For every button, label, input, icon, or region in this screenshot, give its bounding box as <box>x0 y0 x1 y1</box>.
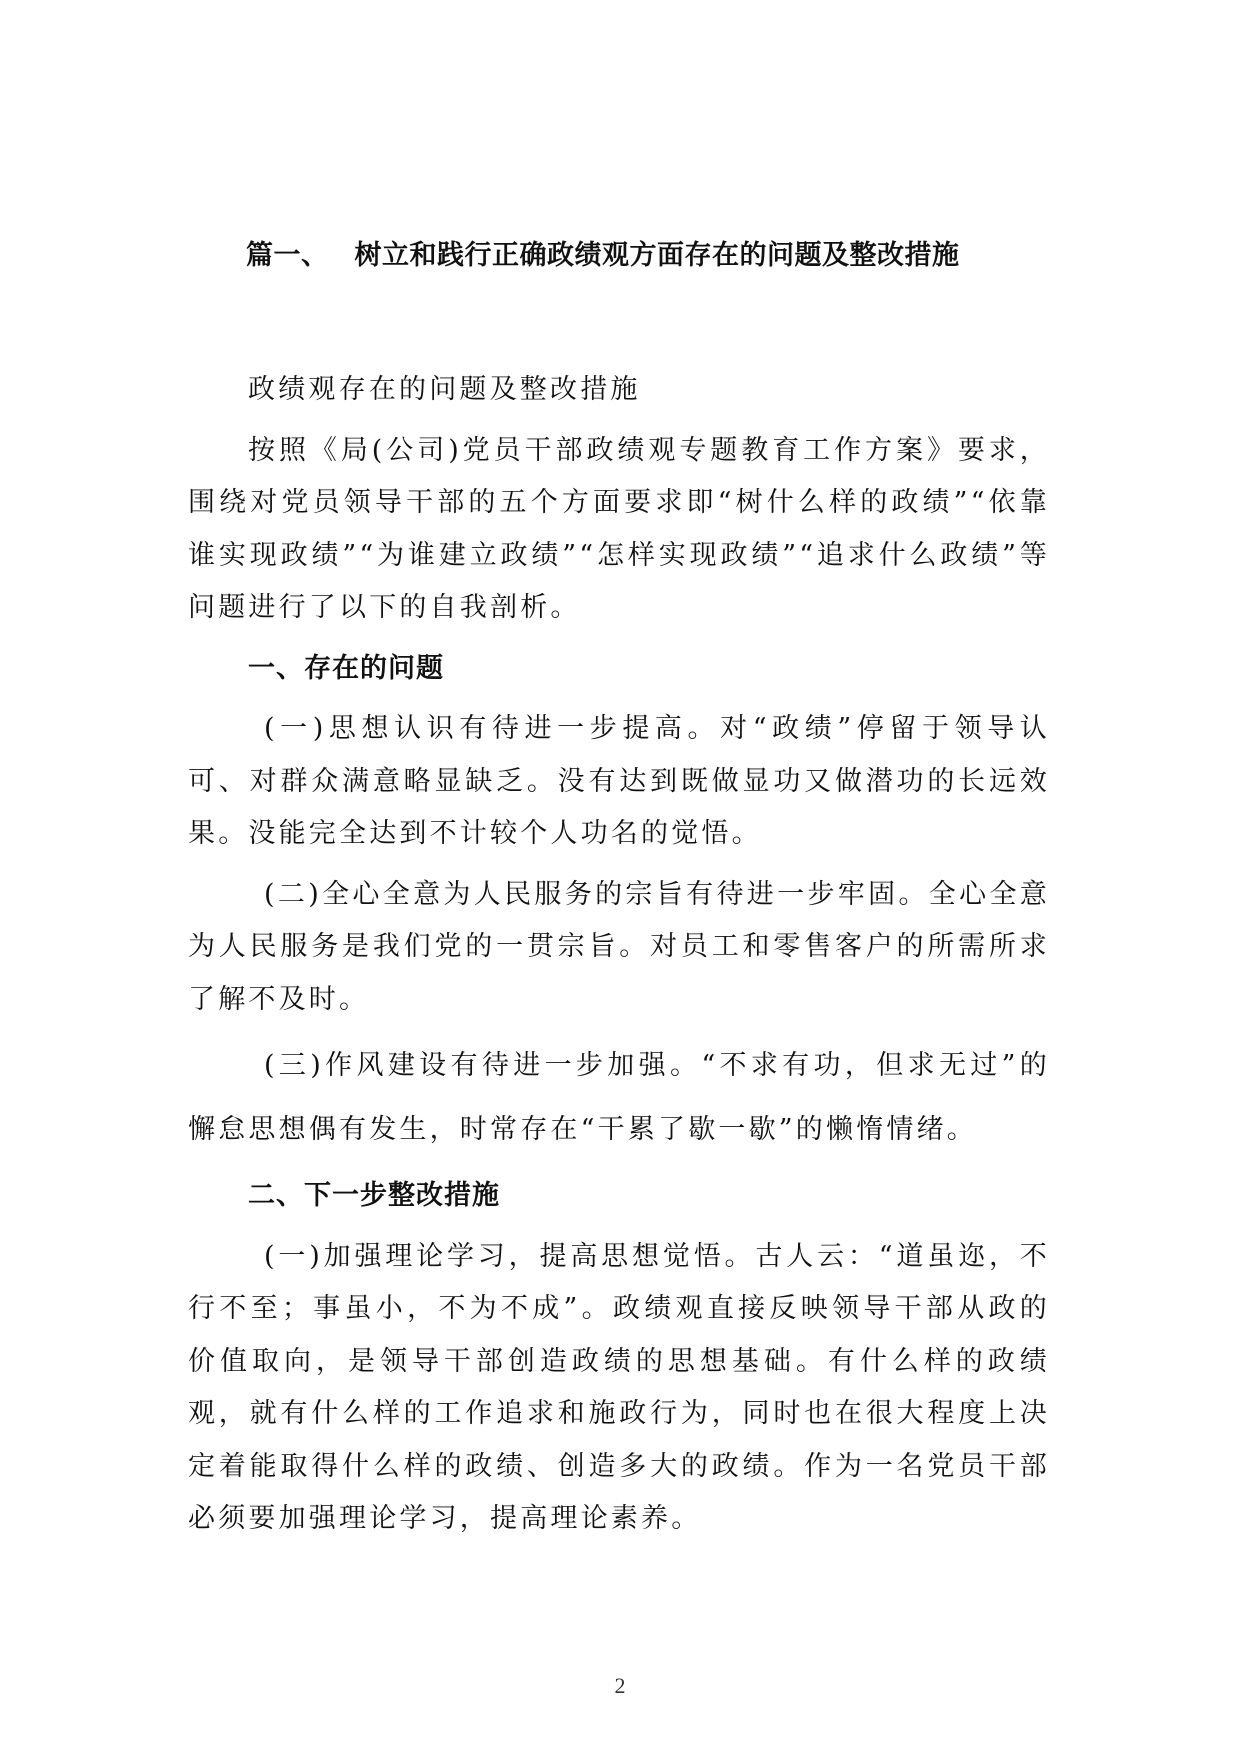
page-number: 2 <box>614 1673 626 1698</box>
section-heading-measures: 二、下一步整改措施 <box>248 1180 500 1211</box>
document-body <box>188 364 1050 1554</box>
title-main: 树立和践行正确政绩观方面存在的问题及整改措施 <box>354 240 960 271</box>
problem-item-2: (二)全心全意为人民服务的宗旨有待进一步牢固。全心全意为人民服务是我们党的一贯宗旨。对员工和零售客户的所需所求了解不及时。 <box>188 878 1050 1015</box>
measure-item-1: (一)加强理论学习，提高思想觉悟。古人云：“道虽迩，不行不至；事虽小，不为不成”。政绩观直接反映领导干部从政的价值取向，是领导干部创造政绩的思想基础。有什么样的政绩观，就有什么样的工作追求和施政行为，同时也在很大程度上决定着能取得什么样的政绩、创造多大的政绩。作为一名党员干部必须要加强理论学习，提高理论素养。 <box>188 1240 1050 1534</box>
problem-item-3: (三)作风建设有待进一步加强。“不求有功，但求无过”的懈怠思想偶有发生，时常存在“干累了歇一歇”的懒惰情绪。 <box>188 1050 1050 1145</box>
problem-item-1: (一)思想认识有待进一步提高。对“政绩”停留于领导认可、对群众满意略显缺乏。没有达到既做显功又做潜功的长远效果。没能完全达到不计较个人功名的觉悟。 <box>188 713 1050 849</box>
title-prefix: 篇一、 <box>246 240 329 271</box>
intro-paragraph: 按照《局(公司)党员干部政绩观专题教育工作方案》要求，围绕对党员领导干部的五个方面要求即“树什么样的政绩”“依靠谁实现政绩”“为谁建立政绩”“怎样实现政绩”“追求什么政绩”等问题进行了以下的自我剖析。 <box>188 434 1050 623</box>
document-title <box>246 233 1146 272</box>
section-heading-problems: 一、存在的问题 <box>248 652 444 684</box>
subtitle-paragraph: 政绩观存在的问题及整改措施 <box>248 374 641 405</box>
